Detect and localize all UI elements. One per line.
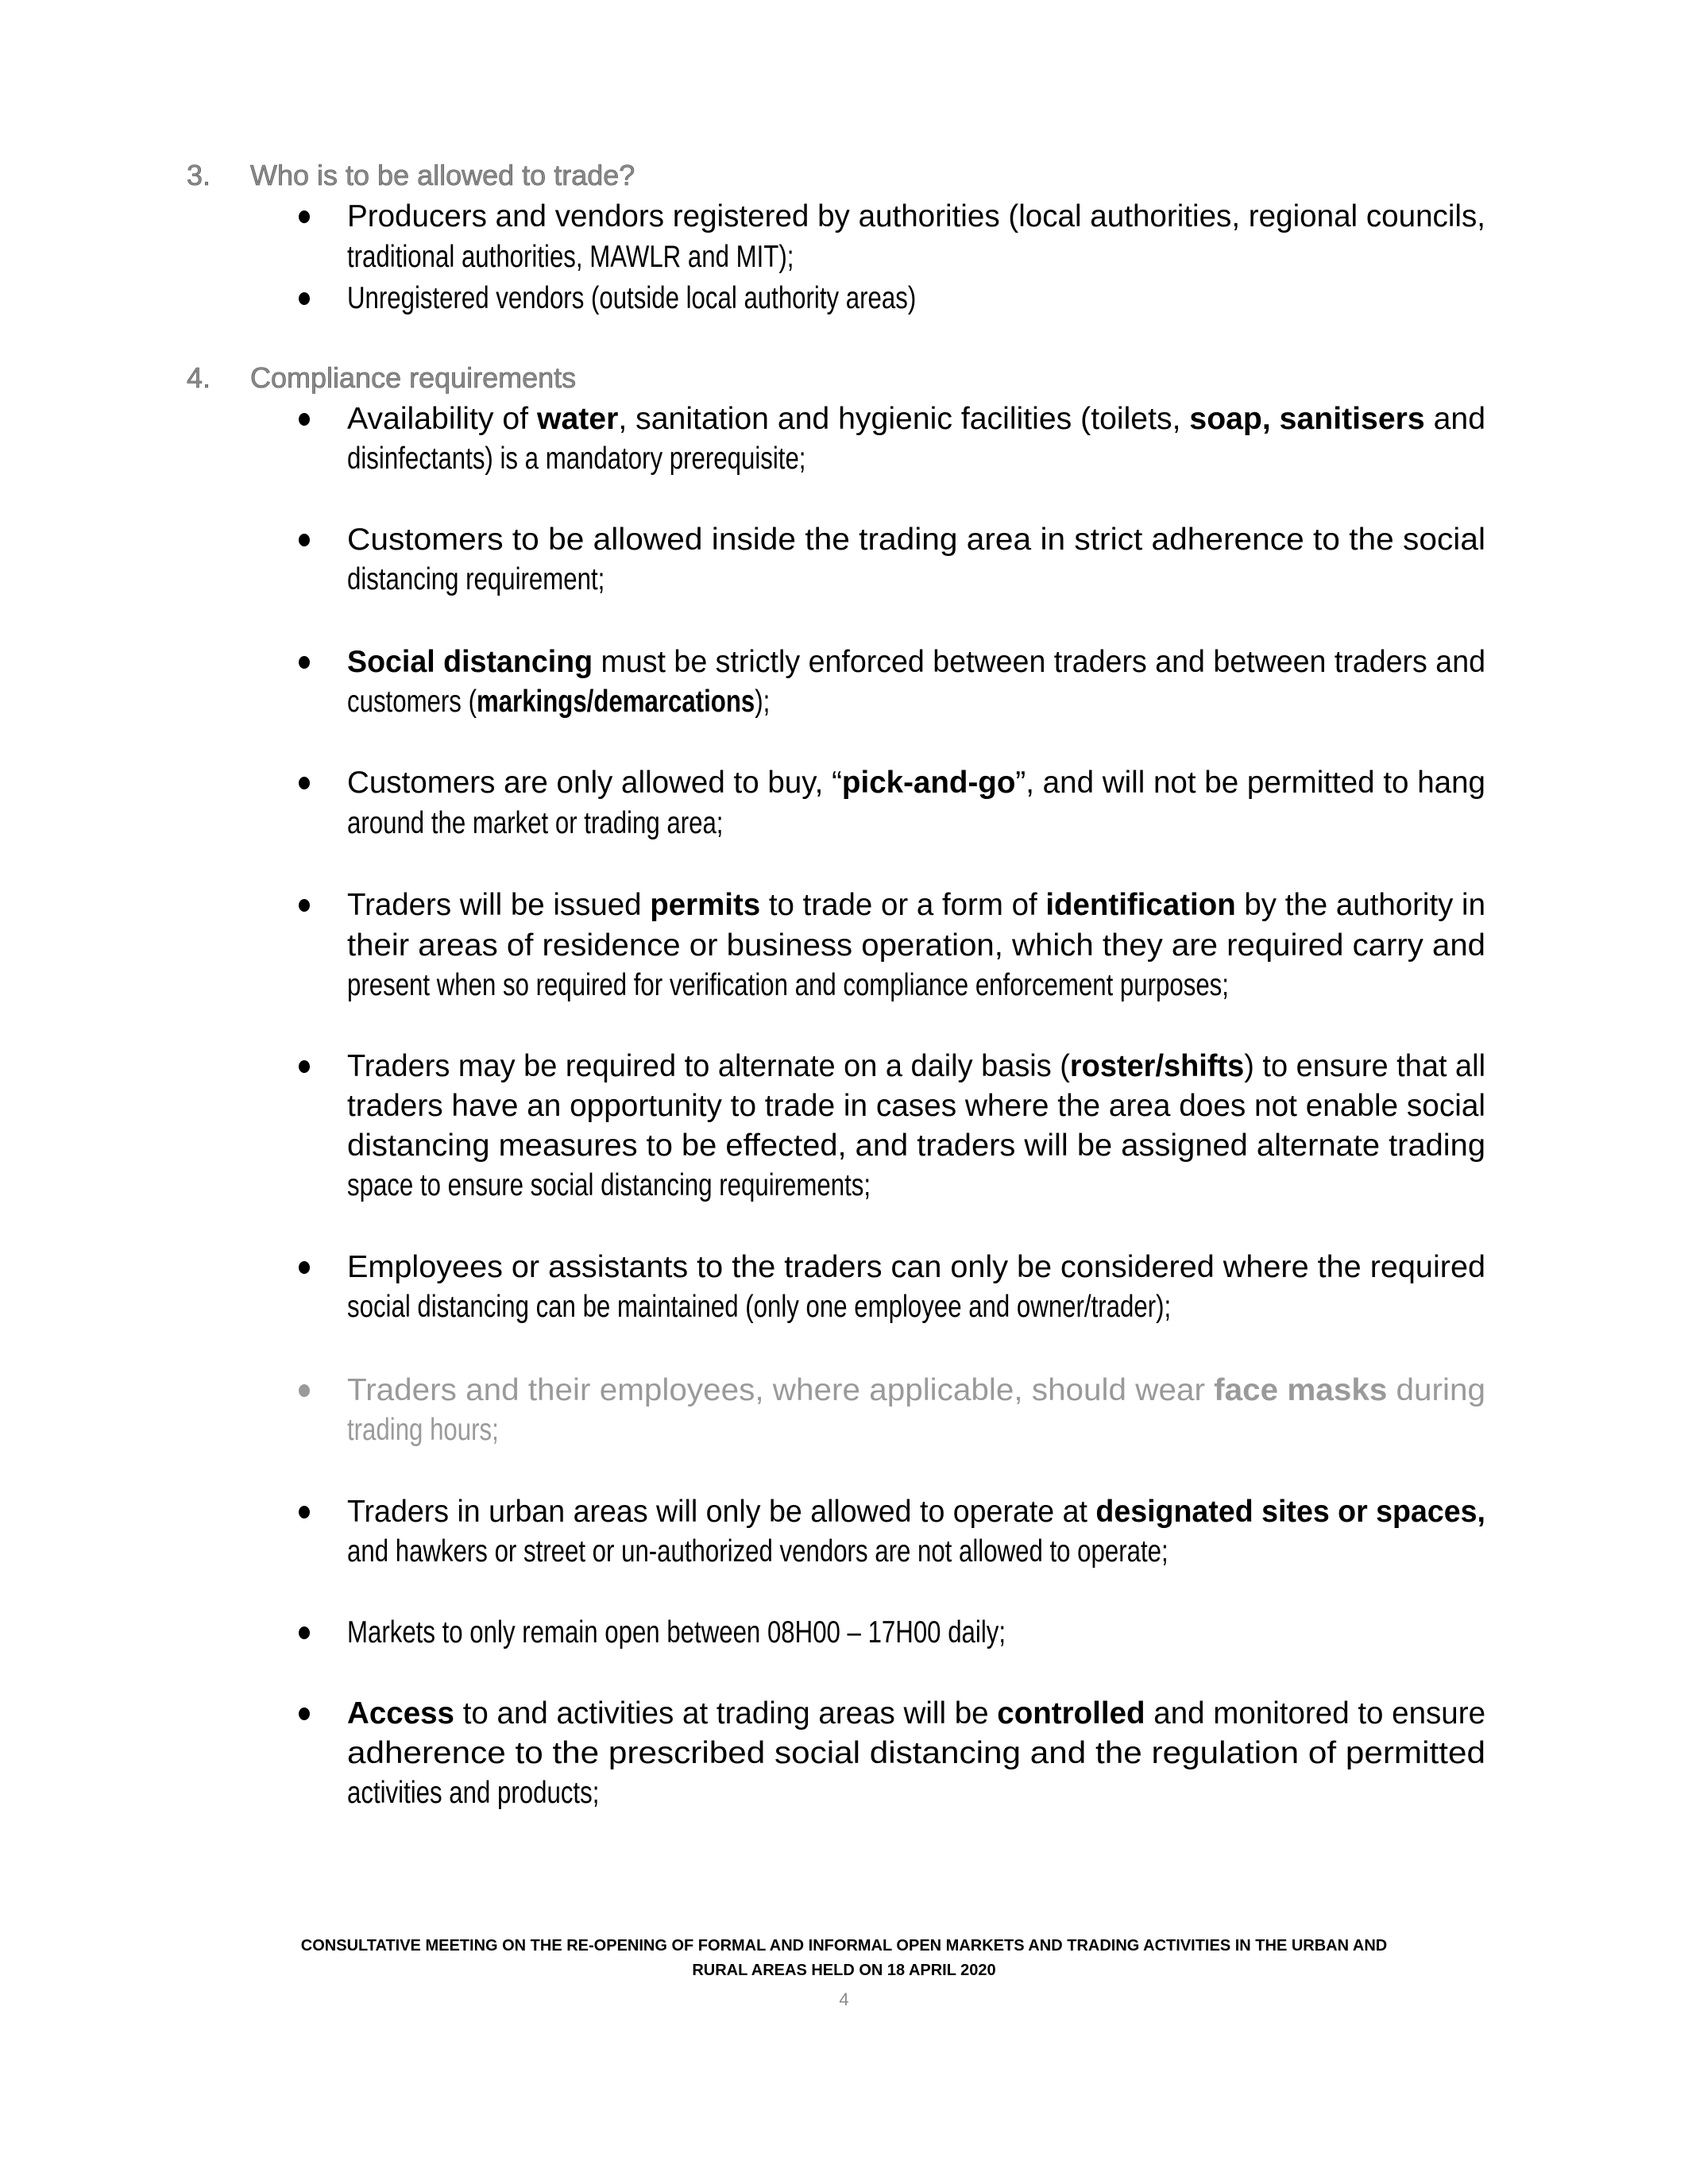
text: Unregistered vendors (outside local authority areas) xyxy=(347,281,917,315)
section-number: 4. xyxy=(187,361,211,394)
text: Producers and vendors registered by authorities (local authorities, regional councils, xyxy=(347,199,1485,233)
bullet-icon xyxy=(297,1047,315,1086)
list-item-line xyxy=(347,804,1485,843)
bold-text: soap, sanitisers xyxy=(1189,402,1425,436)
text: ); xyxy=(755,685,771,719)
bullet-icon xyxy=(297,1492,315,1532)
bullet-icon xyxy=(297,197,315,237)
list-item-line xyxy=(347,1248,1485,1287)
section-title: Compliance requirements xyxy=(250,361,577,394)
bullet-icon xyxy=(297,1248,315,1287)
footer-line-2: RURAL AREAS HELD ON 18 APRIL 2020 xyxy=(692,1962,996,1979)
text: by the authority in xyxy=(1235,888,1485,922)
bullet-icon xyxy=(297,1613,315,1653)
list-item-line xyxy=(347,763,1485,803)
list-item-line xyxy=(347,1532,1485,1572)
list-item-line xyxy=(347,1371,1485,1410)
list-item-line xyxy=(347,197,1485,237)
section-title: Who is to be allowed to trade? xyxy=(250,159,635,191)
bold-text: Access xyxy=(347,1696,454,1731)
text: present when so required for verification and compliance enforcement purposes; xyxy=(347,968,1229,1002)
bullet-icon xyxy=(297,279,315,318)
list-item-line xyxy=(347,682,1485,722)
list-item-line xyxy=(347,1086,1485,1126)
text: Customers to be allowed inside the trading area in strict adherence to the social xyxy=(347,523,1485,557)
text: their areas of residence or business operation, which they are required carry and xyxy=(347,928,1486,963)
list-item-line xyxy=(347,399,1485,439)
text: trading hours; xyxy=(347,1413,499,1447)
text: traders have an opportunity to trade in cases where the area does not enable social xyxy=(347,1089,1485,1123)
list-item-line xyxy=(347,279,1485,318)
bullet-icon xyxy=(297,399,315,439)
text: Employees or assistants to the traders can only be considered where the required xyxy=(347,1250,1486,1284)
list-item-line xyxy=(347,1126,1485,1166)
text: disinfectants) is a mandatory prerequisite; xyxy=(347,442,806,476)
text: must be strictly enforced between traders and between traders and xyxy=(593,645,1485,679)
bullet-icon xyxy=(297,642,315,682)
page-number: 4 xyxy=(839,1989,849,2009)
bullet-icon xyxy=(297,1694,315,1734)
list-item-line xyxy=(347,886,1485,925)
list-item-line xyxy=(347,1734,1485,1773)
bullet-icon xyxy=(297,763,315,803)
list-item-line xyxy=(347,1166,1485,1206)
list-item-line xyxy=(347,439,1485,479)
list-item-line xyxy=(347,237,1485,277)
text: Traders will be issued xyxy=(347,888,651,922)
bullet-icon xyxy=(297,520,315,560)
text: Traders may be required to alternate on a daily basis ( xyxy=(347,1049,1070,1083)
list-item-line xyxy=(347,642,1485,682)
bold-text: water xyxy=(536,402,619,436)
text: customers ( xyxy=(347,685,477,719)
list-item-line xyxy=(347,1492,1485,1532)
text: space to ensure social distancing requirements; xyxy=(347,1168,871,1202)
bold-text: identification xyxy=(1045,888,1236,922)
list-item-line xyxy=(347,520,1485,560)
list-item-line xyxy=(347,966,1485,1005)
text: adherence to the prescribed social distancing and the regulation of permitted xyxy=(347,1736,1485,1770)
bold-text: markings/demarcations xyxy=(476,685,755,719)
text: Traders and their employees, where applicable, should wear xyxy=(347,1373,1215,1407)
bold-text: face masks xyxy=(1214,1373,1388,1407)
list-item-line xyxy=(347,560,1485,600)
list-item-line xyxy=(347,1694,1485,1734)
list-item-line xyxy=(347,1773,1485,1813)
text: activities and products; xyxy=(347,1776,600,1810)
text: to trade or a form of xyxy=(760,888,1046,922)
text: and monitored to ensure xyxy=(1145,1696,1485,1731)
bold-text: pick-and-go xyxy=(841,766,1016,800)
text: to and activities at trading areas will be xyxy=(454,1696,998,1731)
text: ) to ensure that all xyxy=(1244,1049,1485,1083)
list-item-line xyxy=(347,1287,1485,1327)
text: around the market or trading area; xyxy=(347,806,724,840)
list-item-line xyxy=(347,1410,1485,1450)
text: Customers are only allowed to buy, “ xyxy=(347,766,842,800)
text: during xyxy=(1387,1373,1485,1407)
footer-line-1: CONSULTATIVE MEETING ON THE RE-OPENING OF FORMAL AND INFORMAL OPEN MARKETS AND TRADING ACTIVITIES IN THE URBAN AND xyxy=(300,1937,1388,1954)
list-item-line xyxy=(347,1613,1485,1653)
text: , sanitation and hygienic facilities (toilets, xyxy=(618,402,1190,436)
bullet-icon xyxy=(297,1371,315,1410)
text: distancing measures to be effected, and traders will be assigned alternate trading xyxy=(347,1129,1485,1163)
text: Markets to only remain open between 08H00 – 17H00 daily; xyxy=(347,1615,1006,1650)
section-number: 3. xyxy=(187,159,211,191)
bullet-icon xyxy=(297,886,315,925)
bold-text: designated sites or spaces, xyxy=(1095,1495,1485,1529)
text: traditional authorities, MAWLR and MIT); xyxy=(347,240,794,274)
bold-text: roster/shifts xyxy=(1069,1049,1245,1083)
text: Availability of xyxy=(347,402,537,436)
list-item-line xyxy=(347,1047,1485,1086)
text: ”, and will not be permitted to hang xyxy=(1015,766,1485,800)
text: Traders in urban areas will only be allowed to operate at xyxy=(347,1495,1096,1529)
text: and hawkers or street or un-authorized vendors are not allowed to operate; xyxy=(347,1534,1168,1569)
text: and xyxy=(1424,402,1485,436)
text: distancing requirement; xyxy=(347,562,605,596)
bold-text: Social distancing xyxy=(347,645,593,679)
bold-text: controlled xyxy=(997,1696,1145,1731)
list-item-line xyxy=(347,926,1485,966)
text: social distancing can be maintained (only one employee and owner/trader); xyxy=(347,1290,1172,1324)
bold-text: permits xyxy=(650,888,761,922)
